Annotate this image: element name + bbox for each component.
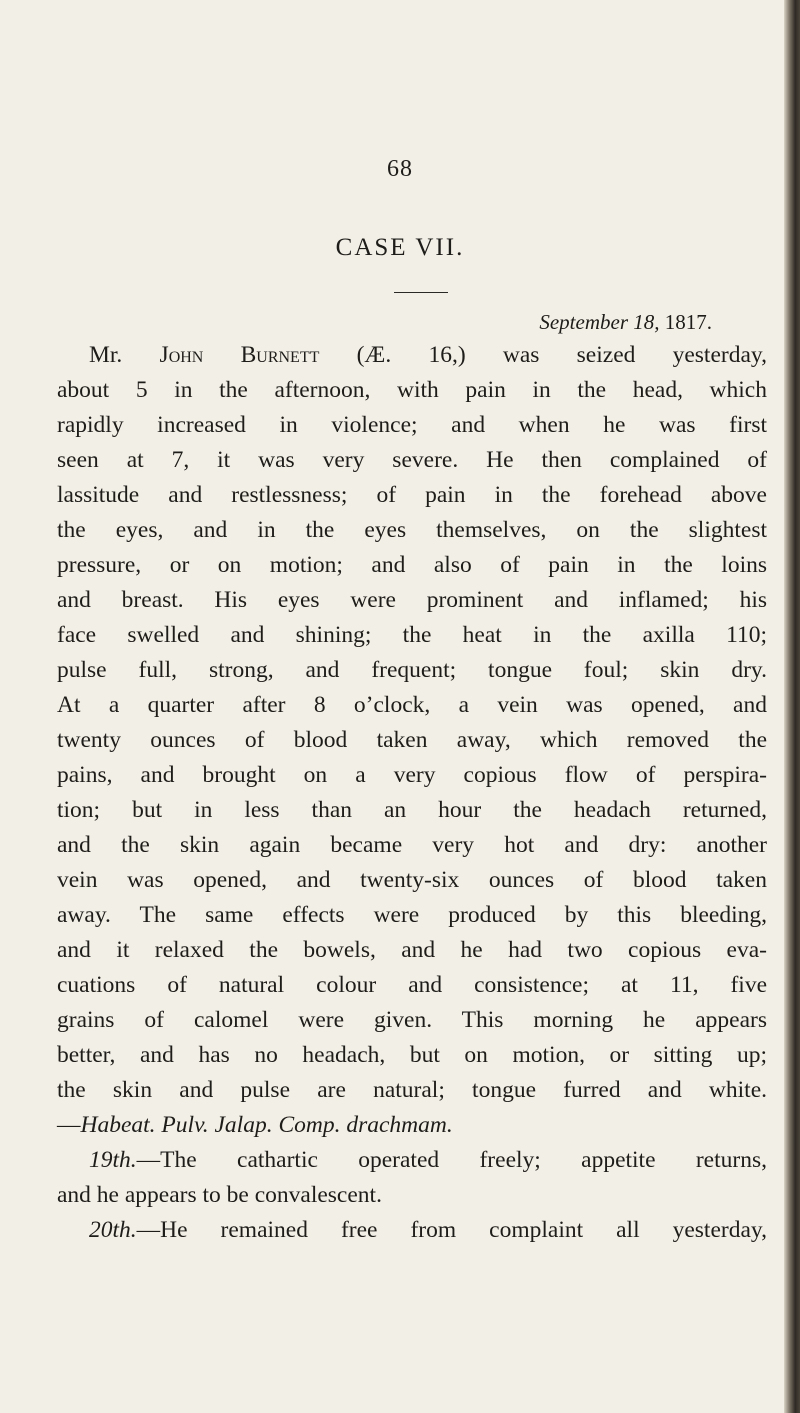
prescription-dash: — xyxy=(57,1112,81,1138)
text-line: pulse full, strong, and frequent; tongue foul; skin dry. xyxy=(57,657,767,683)
text-line: the skin and pulse are natural; tongue furred and white. xyxy=(57,1077,767,1103)
dateline-month-day: September 18, xyxy=(539,310,660,334)
text-line: about 5 in the afternoon, with pain in the head, which xyxy=(57,377,767,403)
text-line: better, and has no headach, but on motion, or sitting up; xyxy=(57,1042,767,1068)
text-line: and breast. His eyes were prominent and inflamed; his xyxy=(57,587,767,613)
text-line: twenty ounces of blood taken away, which removed the xyxy=(57,727,767,753)
entry-text: —The cathartic operated freely; appetite returns, xyxy=(136,1147,767,1173)
text-line: face swelled and shining; the heat in the axilla 110; xyxy=(57,622,767,648)
text-line: vein was opened, and twenty-six ounces of blood taken xyxy=(57,867,767,893)
body-text xyxy=(57,338,767,1248)
text-line: the eyes, and in the eyes themselves, on the slightest xyxy=(57,517,767,543)
text-line: lassitude and restlessness; of pain in the forehead above xyxy=(57,482,767,508)
case-title: CASE VII. xyxy=(335,234,465,261)
title-rule xyxy=(394,292,448,293)
text-line: At a quarter after 8 o’clock, a vein was opened, and xyxy=(57,692,767,718)
patient-name: John Burnett xyxy=(159,342,320,368)
text-line xyxy=(57,1213,767,1248)
entry-date: 19th. xyxy=(89,1147,137,1173)
entry-date: 20th. xyxy=(89,1217,137,1243)
entry-text: —He remained free from complaint all yesterday, xyxy=(136,1217,767,1243)
text-line xyxy=(57,1143,767,1178)
prescription-line xyxy=(57,1108,767,1143)
text-line: tion; but in less than an hour the headach returned, xyxy=(57,797,767,823)
text-line: and the skin again became very hot and dry: another xyxy=(57,832,767,858)
text-line: away. The same effects were produced by this bleeding, xyxy=(57,902,767,928)
line-suffix: (Æ. 16,) was seized yesterday, xyxy=(319,342,767,368)
dateline-year: 1817. xyxy=(664,310,712,334)
text-line: rapidly increased in violence; and when he was first xyxy=(57,412,767,438)
prescription-text: Habeat. Pulv. Jalap. Comp. drachmam. xyxy=(80,1112,453,1138)
text-line: seen at 7, it was very severe. He then complained of xyxy=(57,447,767,473)
text-line: grains of calomel were given. This morning he appears xyxy=(57,1007,767,1033)
text-line: pains, and brought on a very copious flow of perspira- xyxy=(57,762,767,788)
line-prefix: Mr. xyxy=(89,342,160,368)
text-line: pressure, or on motion; and also of pain in the loins xyxy=(57,552,767,578)
text-line: and he appears to be convalescent. xyxy=(57,1182,382,1208)
page-edge xyxy=(784,0,800,1413)
text-line: and it relaxed the bowels, and he had two copious eva- xyxy=(57,937,767,963)
text-line xyxy=(57,338,767,373)
text-line: cuations of natural colour and consistence; at 11, five xyxy=(57,972,767,998)
dateline xyxy=(539,310,712,335)
page-number: 68 xyxy=(387,156,413,182)
